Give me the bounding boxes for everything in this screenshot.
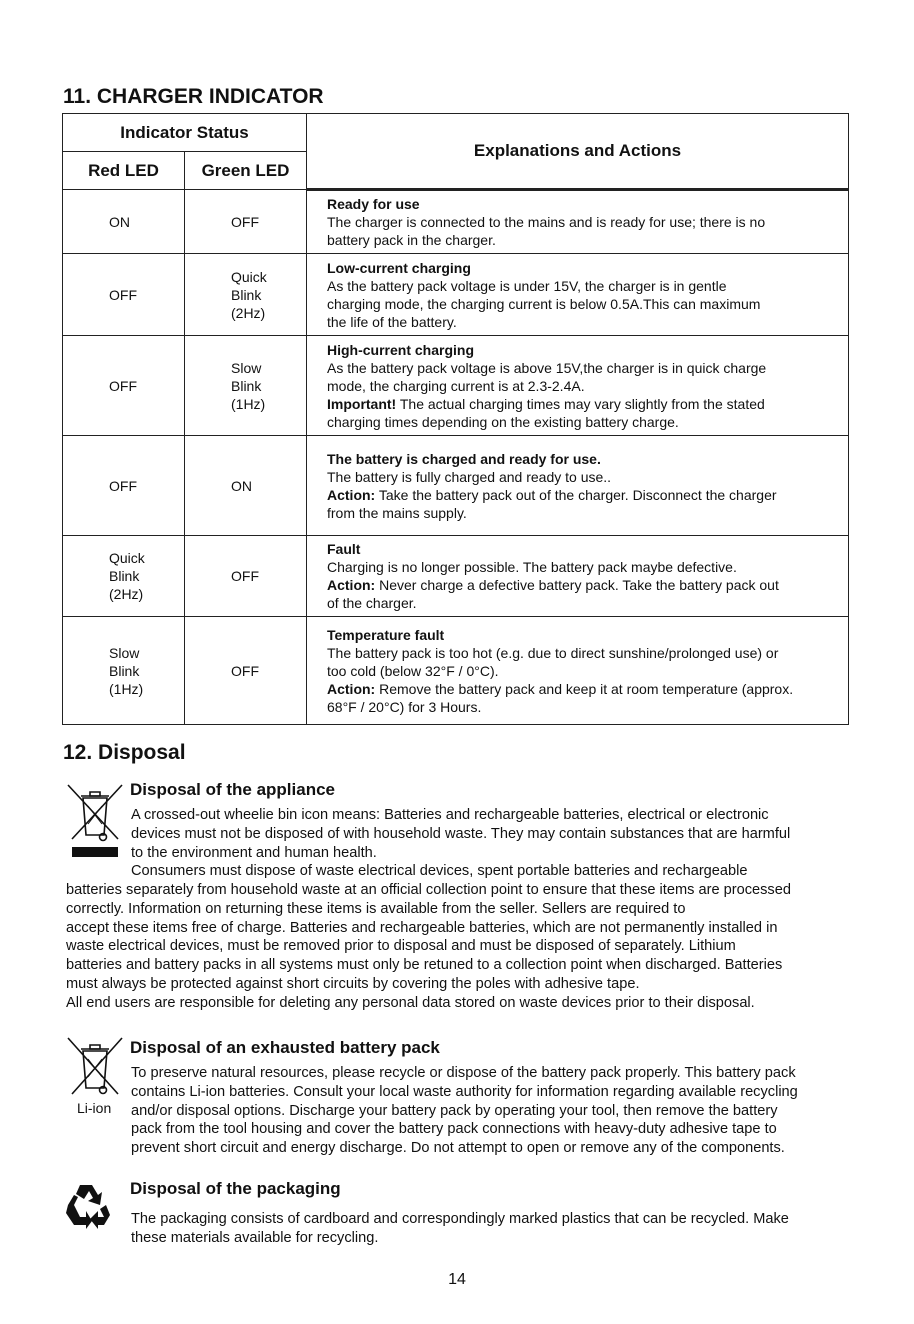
explanation-text: The actual charging times may vary slightly from the stated — [396, 395, 765, 412]
indicator-status-header: Indicator Status — [63, 114, 307, 152]
explanation-text: 68°F / 20°C) for 3 Hours. — [327, 698, 482, 715]
section-11-title: 11. CHARGER INDICATOR — [63, 85, 324, 108]
appliance-full-line: All end users are responsible for deleting any personal data stored on waste devices prior to their disposal. — [66, 994, 755, 1011]
red-led-cell-text: Quick — [109, 550, 145, 566]
appliance-full-line: must always be protected against short circuits by covering the poles with adhesive tape. — [66, 975, 640, 992]
battery-line: prevent short circuit and energy discharge. Do not attempt to open or remove any of the components. — [131, 1140, 785, 1157]
explanation-emphasis: Action: — [327, 577, 376, 593]
green-led-cell-text: Blink — [231, 286, 262, 303]
red-led-cell-text: Slow — [109, 644, 140, 661]
explanation-line — [327, 680, 838, 698]
explanation-text: charging mode, the charging current is below 0.5A.This can maximum — [327, 295, 761, 312]
explanation-heading: Temperature fault — [327, 626, 445, 643]
explanation-text: Charging is no longer possible. The battery pack maybe defective. — [327, 559, 737, 575]
crossed-bin-li-ion-icon — [66, 1036, 124, 1102]
explanation-line — [327, 468, 838, 486]
green-led-cell-text: Quick — [231, 268, 267, 285]
green-led-cell-text: ON — [231, 477, 252, 494]
green-led-cell — [185, 617, 307, 725]
battery-line: To preserve natural resources, please recycle or dispose of the battery pack properly. This battery pack — [131, 1065, 796, 1081]
green-led-cell-text: OFF — [231, 213, 259, 230]
indicator-row — [63, 536, 849, 617]
explanation-line — [327, 213, 838, 231]
appliance-full-line: accept these items free of charge. Batteries and rechargeable batteries, which are not permanently installed in — [66, 919, 778, 936]
explanation-line — [327, 359, 838, 377]
explanation-line — [327, 558, 838, 576]
explanations-header: Explanations and Actions — [307, 114, 849, 190]
explanation-text: Never charge a defective battery pack. Take the battery pack out — [375, 577, 779, 593]
appliance-line: to the environment and human health. — [131, 844, 377, 861]
recycle-icon — [64, 1181, 112, 1229]
explanation-line — [327, 313, 838, 331]
explanation-heading: Low-current charging — [327, 259, 471, 276]
red-led-cell-text: Blink — [109, 662, 140, 679]
explanation-cell — [307, 336, 849, 436]
explanation-text: As the battery pack voltage is under 15V, the charger is in gentle — [327, 277, 727, 294]
indicator-row — [63, 190, 849, 254]
explanation-text: The battery is fully charged and ready to use.. — [327, 468, 612, 485]
explanation-text: charging times depending on the existing battery charge. — [327, 413, 679, 430]
explanation-cell — [307, 436, 849, 536]
explanation-emphasis: Important! — [327, 395, 397, 412]
explanation-heading: The battery is charged and ready for use. — [327, 450, 601, 467]
explanation-text: As the battery pack voltage is above 15V,the charger is in quick charge — [327, 359, 767, 376]
red-led-cell-text: OFF — [109, 477, 137, 494]
explanation-heading: Ready for use — [327, 196, 420, 212]
explanation-text: battery pack in the charger. — [327, 232, 496, 248]
green-led-cell — [185, 436, 307, 536]
green-led-cell-text: OFF — [231, 662, 259, 679]
explanation-line — [327, 295, 838, 313]
appliance-full-line: batteries and battery packs in all systems must only be retuned to a collection point when discharged. Batteries — [66, 957, 783, 974]
red-led-cell-text: (1Hz) — [109, 680, 144, 697]
appliance-line: devices must not be disposed of with household waste. They may contain substances that are harmful — [131, 825, 791, 842]
explanation-line — [327, 486, 838, 504]
red-led-header: Red LED — [63, 152, 185, 190]
explanation-line — [327, 377, 838, 395]
green-led-cell — [185, 190, 307, 254]
packaging-line: these materials available for recycling. — [131, 1229, 379, 1246]
appliance-full-line: batteries separately from household waste at an official collection point to ensure that these items are processed — [66, 882, 791, 898]
explanation-text: of the charger. — [327, 595, 417, 611]
battery-heading: Disposal of an exhausted battery pack — [130, 1038, 440, 1057]
appliance-heading: Disposal of the appliance — [130, 780, 335, 799]
explanation-line — [327, 413, 838, 431]
battery-line: pack from the tool housing and cover the battery pack connections with heavy-duty adhesive tape to — [131, 1121, 777, 1138]
explanation-line — [327, 231, 838, 249]
explanation-emphasis: Action: — [327, 680, 376, 697]
appliance-line: Consumers must dispose of waste electrical devices, spent portable batteries and rechargeable — [131, 863, 748, 880]
packaging-heading: Disposal of the packaging — [130, 1179, 341, 1198]
green-led-cell — [185, 254, 307, 336]
green-led-cell-text: (1Hz) — [231, 395, 266, 412]
red-led-cell — [63, 617, 185, 725]
explanation-text: too cold (below 32°F / 0°C). — [327, 662, 499, 679]
explanation-line — [327, 395, 838, 413]
green-led-cell-text: Slow — [231, 359, 262, 376]
charger-indicator-table — [62, 113, 849, 725]
red-led-cell-text: OFF — [109, 286, 137, 303]
red-led-cell-text: Blink — [109, 568, 140, 584]
battery-line: contains Li-ion batteries. Consult your local waste authority for information regarding available recycling — [131, 1083, 798, 1100]
explanation-line — [327, 277, 838, 295]
red-led-cell — [63, 536, 185, 617]
battery-line: and/or disposal options. Discharge your battery pack by operating your tool, then remove the battery — [131, 1102, 778, 1119]
explanation-emphasis: Action: — [327, 486, 376, 503]
green-led-cell — [185, 536, 307, 617]
explanation-cell — [307, 617, 849, 725]
explanation-cell — [307, 536, 849, 617]
green-led-cell — [185, 336, 307, 436]
crossed-bin-icon — [66, 781, 124, 859]
explanation-text: the life of the battery. — [327, 313, 457, 330]
explanation-cell — [307, 254, 849, 336]
red-led-cell — [63, 336, 185, 436]
indicator-row — [63, 436, 849, 536]
red-led-cell-text: ON — [109, 213, 130, 230]
appliance-text-full — [66, 881, 791, 1013]
indicator-row — [63, 254, 849, 336]
green-led-cell-text: Blink — [231, 377, 262, 394]
appliance-text-indented — [131, 806, 790, 881]
appliance-full-line: waste electrical devices, must be removed prior to disposal and must be disposed of separately. Lithium — [66, 938, 736, 955]
green-led-cell-text: OFF — [231, 568, 259, 584]
explanation-cell — [307, 190, 849, 254]
red-led-cell-text: OFF — [109, 377, 137, 394]
page-number: 14 — [448, 1271, 466, 1288]
red-led-cell-text: (2Hz) — [109, 586, 144, 602]
explanation-text: Remove the battery pack and keep it at room temperature (approx. — [375, 680, 794, 697]
battery-text — [131, 1064, 798, 1158]
li-ion-label: Li-ion — [77, 1100, 112, 1116]
green-led-header: Green LED — [185, 152, 307, 190]
explanation-line — [327, 504, 838, 522]
appliance-full-line: correctly. Information on returning these items is available from the seller. Sellers are required to — [66, 900, 686, 917]
explanation-text: mode, the charging current is at 2.3-2.4A. — [327, 377, 585, 394]
explanation-line — [327, 662, 838, 680]
section-12-title: 12. Disposal — [63, 741, 186, 764]
explanation-heading: Fault — [327, 541, 361, 557]
red-led-cell — [63, 190, 185, 254]
red-led-cell — [63, 436, 185, 536]
packaging-line: The packaging consists of cardboard and correspondingly marked plastics that can be recycled. Make — [131, 1211, 789, 1227]
explanation-line — [327, 698, 838, 716]
packaging-text — [131, 1210, 789, 1248]
explanation-heading: High-current charging — [327, 341, 475, 358]
explanation-text: The battery pack is too hot (e.g. due to direct sunshine/prolonged use) or — [327, 644, 779, 661]
explanation-text: Take the battery pack out of the charger. Disconnect the charger — [375, 486, 777, 503]
explanation-text: from the mains supply. — [327, 504, 467, 521]
indicator-row — [63, 336, 849, 436]
explanation-line — [327, 594, 838, 612]
green-led-cell-text: (2Hz) — [231, 304, 266, 321]
explanation-text: The charger is connected to the mains and is ready for use; there is no — [327, 214, 766, 230]
explanation-line — [327, 576, 838, 594]
explanation-line — [327, 644, 838, 662]
appliance-line: A crossed-out wheelie bin icon means: Batteries and rechargeable batteries, electrical or electronic — [131, 807, 769, 823]
indicator-row — [63, 617, 849, 725]
red-led-cell — [63, 254, 185, 336]
